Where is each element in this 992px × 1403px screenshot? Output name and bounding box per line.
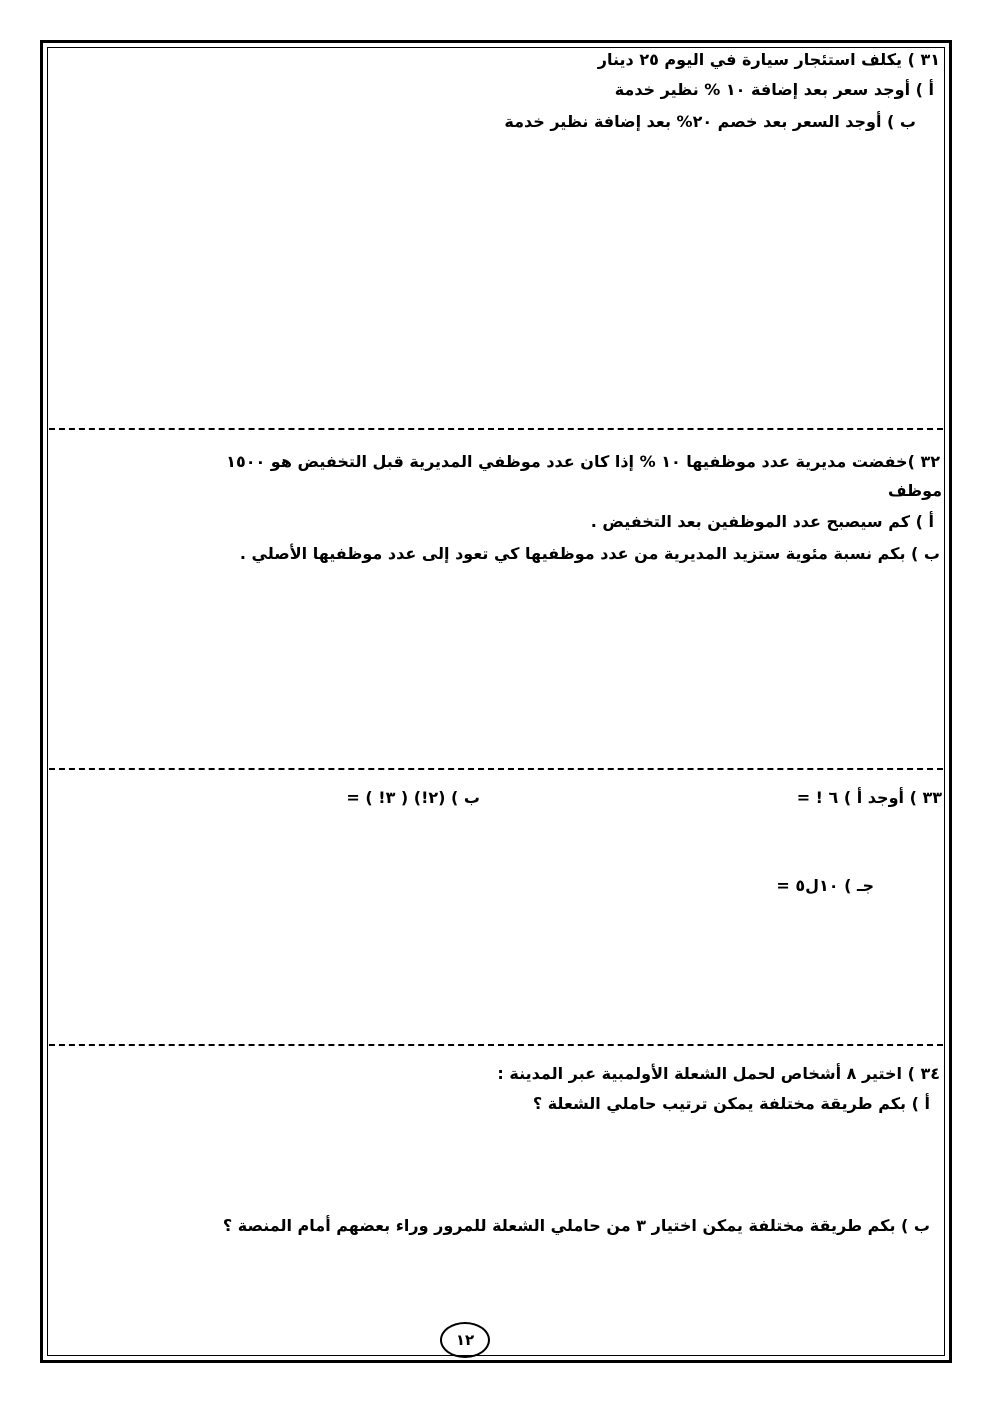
page-number: ١٢ [440, 1322, 490, 1358]
q31-part-b: ب ) أوجد السعر بعد خصم ٢٠% بعد إضافة نظير خدمة [504, 112, 916, 131]
q33-part-a: ٣٣ ) أوجد أ ) ٦ ! = [796, 788, 942, 807]
q34-title: ٣٤ ) اختير ٨ أشخاص لحمل الشعلة الأولمبية عبر المدينة : [497, 1064, 940, 1083]
q34-part-a: أ ) بكم طريقة مختلفة يمكن ترتيب حاملي الشعلة ؟ [532, 1094, 930, 1113]
q33-part-c: جـ ) ١٠ل٥ = [776, 876, 874, 895]
separator-2 [49, 768, 943, 770]
q34-part-b: ب ) بكم طريقة مختلفة يمكن اختيار ٣ من حاملي الشعلة للمرور وراء بعضهم أمام المنصة ؟ [222, 1216, 930, 1235]
q31-title: ٣١ ) يكلف استئجار سيارة في اليوم ٢٥ دينار [597, 50, 940, 69]
q32-part-a: أ ) كم سيصبح عدد الموظفين بعد التخفيض . [590, 512, 934, 531]
page-border-inner [47, 47, 945, 1356]
q32-title: ٣٢ )خفضت مديرية عدد موظفيها ١٠ % إذا كان عدد موظفي المديرية قبل التخفيض هو ١٥٠٠ [226, 452, 940, 471]
q32-part-b: ب ) بكم نسبة مئوية ستزيد المديرية من عدد موظفيها كي تعود إلى عدد موظفيها الأصلي . [239, 544, 940, 563]
separator-1 [49, 428, 943, 430]
q32-title-continuation: موظف [887, 481, 942, 500]
separator-3 [49, 1044, 943, 1046]
q31-part-a: أ ) أوجد سعر بعد إضافة ١٠ % نظير خدمة [614, 80, 934, 99]
q33-part-b: ب ) (٢!) ( ٣! ) = [346, 788, 480, 807]
page-number-badge [440, 1322, 492, 1362]
